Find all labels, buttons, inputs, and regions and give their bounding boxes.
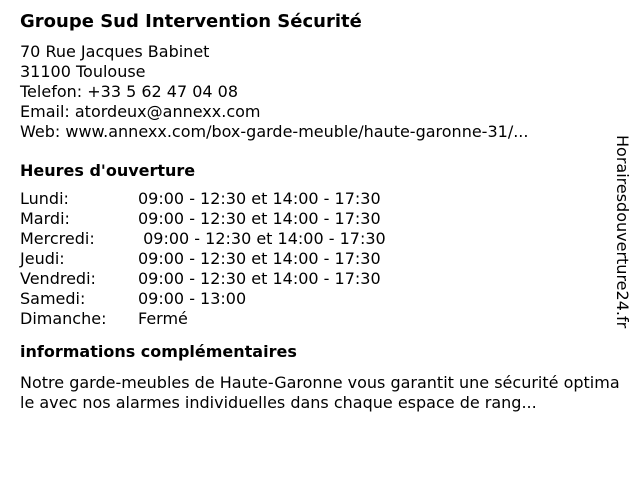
phone-line: Telefon: +33 5 62 47 04 08 [20,82,239,101]
hours-row-saturday [20,289,620,309]
opening-hours-table [20,189,620,329]
business-name: Groupe Sud Intervention Sécurité [20,11,362,32]
hours-time: 09:00 - 12:30 et 14:00 - 17:30 [138,249,381,268]
hours-day: Lundi: [20,189,69,208]
business-card [20,10,620,413]
hours-row-monday [20,189,620,209]
hours-day: Samedi: [20,289,86,308]
hours-row-tuesday [20,209,620,229]
hours-time: 09:00 - 12:30 et 14:00 - 17:30 [138,189,381,208]
hours-day: Mardi: [20,209,70,228]
web-line: Web: www.annexx.com/box-garde-meuble/haute-garonne-31/... [20,122,529,141]
hours-row-wednesday [20,229,620,249]
opening-hours-heading: Heures d'ouverture [20,161,196,180]
additional-info-text: Notre garde-meubles de Haute-Garonne vous garantit une sécurité optimale avec nos alarmes individuelles dans chaque espace de rang... [20,373,620,412]
address-street: 70 Rue Jacques Babinet [20,42,210,61]
watermark-text: Horairesdouverture24.fr [613,135,632,329]
hours-time: 09:00 - 12:30 et 14:00 - 17:30 [138,269,381,288]
additional-info-heading: informations complémentaires [20,342,297,361]
hours-time: 09:00 - 13:00 [138,289,247,308]
hours-row-sunday [20,309,620,329]
hours-day: Mercredi: [20,229,95,248]
address-city: 31100 Toulouse [20,62,146,81]
hours-row-friday [20,269,620,289]
hours-row-thursday [20,249,620,269]
hours-time: Fermé [138,309,188,328]
hours-time: 09:00 - 12:30 et 14:00 - 17:30 [138,229,386,248]
email-line: Email: atordeux@annexx.com [20,102,261,121]
hours-day: Vendredi: [20,269,96,288]
hours-day: Dimanche: [20,309,107,328]
hours-time: 09:00 - 12:30 et 14:00 - 17:30 [138,209,381,228]
hours-day: Jeudi: [20,249,65,268]
